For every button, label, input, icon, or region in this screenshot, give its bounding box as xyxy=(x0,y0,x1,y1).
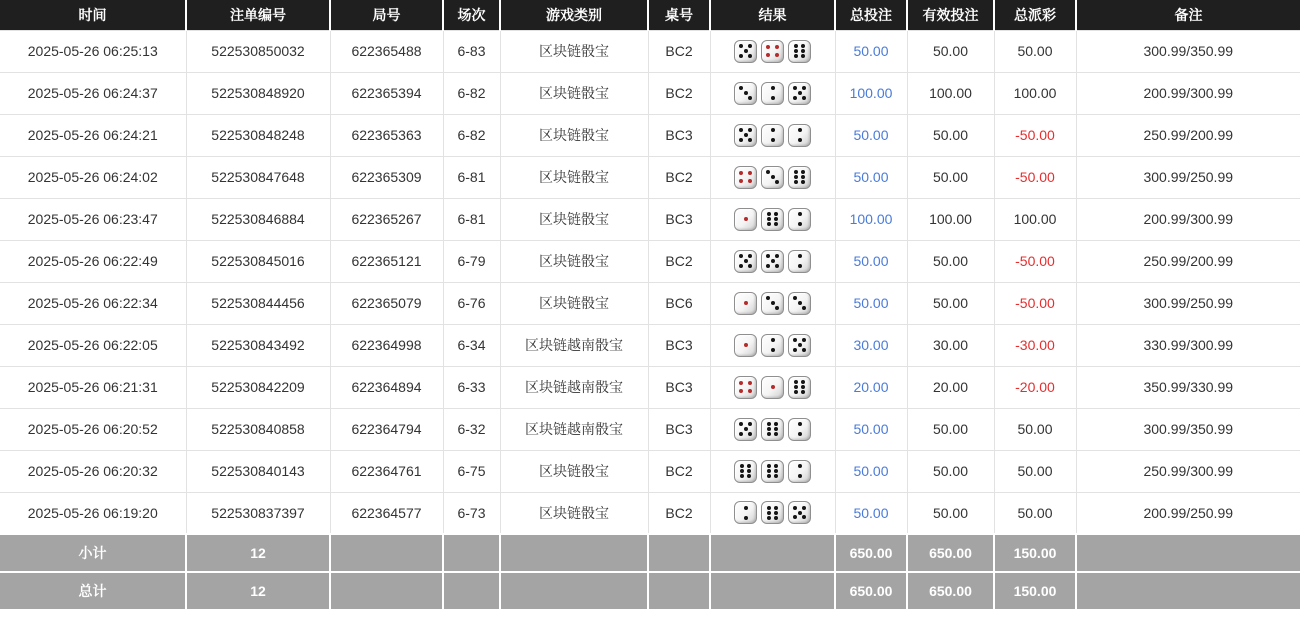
cell-remark: 300.99/250.99 xyxy=(1076,282,1300,324)
cell-total-payout: -50.00 xyxy=(994,282,1076,324)
cell-session: 6-75 xyxy=(443,450,500,492)
cell-total-payout: 100.00 xyxy=(994,198,1076,240)
die-2-icon xyxy=(761,82,784,105)
cell-session: 6-83 xyxy=(443,30,500,72)
cell-game: 区块链骰宝 xyxy=(500,198,648,240)
cell-game: 区块链骰宝 xyxy=(500,282,648,324)
cell-result xyxy=(710,114,835,156)
cell-result xyxy=(710,156,835,198)
cell-time: 2025-05-26 06:23:47 xyxy=(0,198,186,240)
cell-result xyxy=(710,366,835,408)
die-4-icon xyxy=(734,376,757,399)
cell-valid-bet: 50.00 xyxy=(907,492,994,534)
footer-session-empty xyxy=(443,534,500,572)
cell-table-no: BC2 xyxy=(648,240,710,282)
footer-label: 小计 xyxy=(0,534,186,572)
die-2-icon xyxy=(788,460,811,483)
cell-total-payout: 100.00 xyxy=(994,72,1076,114)
cell-bet-id: 522530848248 xyxy=(186,114,330,156)
cell-remark: 330.99/300.99 xyxy=(1076,324,1300,366)
die-3-icon xyxy=(788,292,811,315)
table-footer xyxy=(0,534,1300,610)
cell-total-payout: -50.00 xyxy=(994,240,1076,282)
die-2-icon xyxy=(788,418,811,441)
subtotal-row xyxy=(0,534,1300,572)
cell-round: 622365267 xyxy=(330,198,443,240)
cell-time: 2025-05-26 06:20:32 xyxy=(0,450,186,492)
grandtotal-row xyxy=(0,572,1300,610)
cell-game: 区块链骰宝 xyxy=(500,240,648,282)
col-header-round: 局号 xyxy=(330,0,443,30)
die-2-icon xyxy=(788,208,811,231)
cell-valid-bet: 50.00 xyxy=(907,240,994,282)
cell-result xyxy=(710,324,835,366)
die-6-icon xyxy=(734,460,757,483)
cell-total-bet: 50.00 xyxy=(835,408,907,450)
cell-round: 622365309 xyxy=(330,156,443,198)
footer-remark-empty xyxy=(1076,534,1300,572)
cell-time: 2025-05-26 06:22:05 xyxy=(0,324,186,366)
die-5-icon xyxy=(788,82,811,105)
cell-time: 2025-05-26 06:24:02 xyxy=(0,156,186,198)
cell-total-payout: -50.00 xyxy=(994,156,1076,198)
footer-valid-bet: 650.00 xyxy=(907,572,994,610)
cell-game: 区块链越南骰宝 xyxy=(500,366,648,408)
cell-total-payout: 50.00 xyxy=(994,30,1076,72)
cell-valid-bet: 50.00 xyxy=(907,156,994,198)
die-5-icon xyxy=(788,501,811,524)
die-6-icon xyxy=(761,418,784,441)
cell-session: 6-82 xyxy=(443,72,500,114)
footer-round-empty xyxy=(330,534,443,572)
cell-session: 6-81 xyxy=(443,156,500,198)
cell-valid-bet: 50.00 xyxy=(907,408,994,450)
cell-total-payout: 50.00 xyxy=(994,492,1076,534)
cell-remark: 200.99/300.99 xyxy=(1076,72,1300,114)
cell-table-no: BC2 xyxy=(648,72,710,114)
footer-session-empty xyxy=(443,572,500,610)
die-6-icon xyxy=(761,208,784,231)
cell-valid-bet: 50.00 xyxy=(907,450,994,492)
cell-table-no: BC2 xyxy=(648,156,710,198)
cell-time: 2025-05-26 06:24:37 xyxy=(0,72,186,114)
die-4-icon xyxy=(761,40,784,63)
cell-total-bet: 50.00 xyxy=(835,240,907,282)
col-header-game: 游戏类别 xyxy=(500,0,648,30)
die-3-icon xyxy=(761,166,784,189)
cell-remark: 200.99/300.99 xyxy=(1076,198,1300,240)
table-row xyxy=(0,450,1300,492)
table-header xyxy=(0,0,1300,30)
cell-remark: 300.99/350.99 xyxy=(1076,30,1300,72)
die-5-icon xyxy=(734,40,757,63)
cell-game: 区块链越南骰宝 xyxy=(500,408,648,450)
cell-table-no: BC2 xyxy=(648,450,710,492)
header-row xyxy=(0,0,1300,30)
cell-session: 6-34 xyxy=(443,324,500,366)
footer-table-no-empty xyxy=(648,572,710,610)
footer-result-empty xyxy=(710,572,835,610)
footer-table-no-empty xyxy=(648,534,710,572)
cell-round: 622365079 xyxy=(330,282,443,324)
cell-game: 区块链骰宝 xyxy=(500,114,648,156)
col-header-valid-bet: 有效投注 xyxy=(907,0,994,30)
cell-bet-id: 522530837397 xyxy=(186,492,330,534)
footer-total-payout: 150.00 xyxy=(994,534,1076,572)
cell-round: 622365394 xyxy=(330,72,443,114)
cell-result xyxy=(710,450,835,492)
cell-bet-id: 522530847648 xyxy=(186,156,330,198)
cell-round: 622364998 xyxy=(330,324,443,366)
col-header-table-no: 桌号 xyxy=(648,0,710,30)
cell-remark: 250.99/200.99 xyxy=(1076,114,1300,156)
die-3-icon xyxy=(761,292,784,315)
footer-total-bet: 650.00 xyxy=(835,534,907,572)
cell-total-payout: 50.00 xyxy=(994,450,1076,492)
cell-valid-bet: 50.00 xyxy=(907,30,994,72)
die-1-icon xyxy=(761,376,784,399)
cell-total-bet: 100.00 xyxy=(835,198,907,240)
cell-result xyxy=(710,408,835,450)
cell-bet-id: 522530845016 xyxy=(186,240,330,282)
cell-time: 2025-05-26 06:22:49 xyxy=(0,240,186,282)
col-header-total-payout: 总派彩 xyxy=(994,0,1076,30)
die-5-icon xyxy=(788,334,811,357)
cell-total-bet: 20.00 xyxy=(835,366,907,408)
cell-total-bet: 50.00 xyxy=(835,450,907,492)
cell-total-bet: 50.00 xyxy=(835,30,907,72)
cell-total-payout: 50.00 xyxy=(994,408,1076,450)
cell-bet-id: 522530842209 xyxy=(186,366,330,408)
cell-remark: 300.99/250.99 xyxy=(1076,156,1300,198)
cell-total-bet: 50.00 xyxy=(835,156,907,198)
table-row xyxy=(0,114,1300,156)
cell-total-bet: 50.00 xyxy=(835,114,907,156)
die-6-icon xyxy=(788,166,811,189)
cell-remark: 200.99/250.99 xyxy=(1076,492,1300,534)
cell-remark: 250.99/300.99 xyxy=(1076,450,1300,492)
cell-round: 622364794 xyxy=(330,408,443,450)
footer-label: 总计 xyxy=(0,572,186,610)
cell-game: 区块链骰宝 xyxy=(500,30,648,72)
cell-result xyxy=(710,492,835,534)
cell-total-payout: -50.00 xyxy=(994,114,1076,156)
cell-valid-bet: 100.00 xyxy=(907,198,994,240)
footer-game-empty xyxy=(500,534,648,572)
cell-result xyxy=(710,30,835,72)
cell-total-bet: 50.00 xyxy=(835,282,907,324)
footer-round-empty xyxy=(330,572,443,610)
cell-result xyxy=(710,72,835,114)
die-3-icon xyxy=(734,82,757,105)
cell-time: 2025-05-26 06:20:52 xyxy=(0,408,186,450)
cell-bet-id: 522530840143 xyxy=(186,450,330,492)
cell-total-bet: 30.00 xyxy=(835,324,907,366)
footer-remark-empty xyxy=(1076,572,1300,610)
cell-remark: 250.99/200.99 xyxy=(1076,240,1300,282)
cell-time: 2025-05-26 06:19:20 xyxy=(0,492,186,534)
cell-valid-bet: 50.00 xyxy=(907,114,994,156)
footer-game-empty xyxy=(500,572,648,610)
table-row xyxy=(0,240,1300,282)
cell-result xyxy=(710,198,835,240)
die-2-icon xyxy=(761,124,784,147)
table-row xyxy=(0,30,1300,72)
table-row xyxy=(0,324,1300,366)
cell-game: 区块链骰宝 xyxy=(500,450,648,492)
cell-session: 6-33 xyxy=(443,366,500,408)
cell-time: 2025-05-26 06:22:34 xyxy=(0,282,186,324)
die-5-icon xyxy=(734,250,757,273)
cell-round: 622365363 xyxy=(330,114,443,156)
die-4-icon xyxy=(734,166,757,189)
die-1-icon xyxy=(734,292,757,315)
footer-count: 12 xyxy=(186,534,330,572)
cell-table-no: BC2 xyxy=(648,492,710,534)
table-row xyxy=(0,366,1300,408)
col-header-bet-id: 注单编号 xyxy=(186,0,330,30)
die-2-icon xyxy=(788,250,811,273)
cell-session: 6-76 xyxy=(443,282,500,324)
footer-total-payout: 150.00 xyxy=(994,572,1076,610)
cell-remark: 350.99/330.99 xyxy=(1076,366,1300,408)
cell-table-no: BC3 xyxy=(648,366,710,408)
cell-time: 2025-05-26 06:25:13 xyxy=(0,30,186,72)
cell-bet-id: 522530846884 xyxy=(186,198,330,240)
cell-valid-bet: 50.00 xyxy=(907,282,994,324)
col-header-session: 场次 xyxy=(443,0,500,30)
cell-game: 区块链骰宝 xyxy=(500,492,648,534)
cell-valid-bet: 20.00 xyxy=(907,366,994,408)
footer-count: 12 xyxy=(186,572,330,610)
cell-table-no: BC3 xyxy=(648,114,710,156)
table-body xyxy=(0,30,1300,534)
footer-total-bet: 650.00 xyxy=(835,572,907,610)
cell-bet-id: 522530848920 xyxy=(186,72,330,114)
cell-time: 2025-05-26 06:24:21 xyxy=(0,114,186,156)
cell-table-no: BC3 xyxy=(648,198,710,240)
cell-bet-id: 522530843492 xyxy=(186,324,330,366)
cell-session: 6-81 xyxy=(443,198,500,240)
die-1-icon xyxy=(734,334,757,357)
cell-time: 2025-05-26 06:21:31 xyxy=(0,366,186,408)
cell-table-no: BC6 xyxy=(648,282,710,324)
cell-game: 区块链越南骰宝 xyxy=(500,324,648,366)
cell-round: 622365121 xyxy=(330,240,443,282)
col-header-result: 结果 xyxy=(710,0,835,30)
col-header-total-bet: 总投注 xyxy=(835,0,907,30)
cell-valid-bet: 100.00 xyxy=(907,72,994,114)
cell-result xyxy=(710,282,835,324)
cell-game: 区块链骰宝 xyxy=(500,156,648,198)
die-2-icon xyxy=(788,124,811,147)
col-header-time: 时间 xyxy=(0,0,186,30)
cell-session: 6-73 xyxy=(443,492,500,534)
cell-total-payout: -20.00 xyxy=(994,366,1076,408)
die-6-icon xyxy=(788,40,811,63)
table-row xyxy=(0,156,1300,198)
cell-table-no: BC3 xyxy=(648,408,710,450)
table-row xyxy=(0,408,1300,450)
cell-valid-bet: 30.00 xyxy=(907,324,994,366)
die-6-icon xyxy=(761,460,784,483)
die-6-icon xyxy=(761,501,784,524)
cell-game: 区块链骰宝 xyxy=(500,72,648,114)
cell-round: 622364761 xyxy=(330,450,443,492)
col-header-remark: 备注 xyxy=(1076,0,1300,30)
table-row xyxy=(0,492,1300,534)
cell-session: 6-79 xyxy=(443,240,500,282)
table-row xyxy=(0,198,1300,240)
cell-total-bet: 50.00 xyxy=(835,492,907,534)
cell-bet-id: 522530844456 xyxy=(186,282,330,324)
cell-table-no: BC2 xyxy=(648,30,710,72)
die-5-icon xyxy=(734,124,757,147)
cell-bet-id: 522530850032 xyxy=(186,30,330,72)
die-1-icon xyxy=(734,208,757,231)
table-row xyxy=(0,72,1300,114)
cell-round: 622364577 xyxy=(330,492,443,534)
footer-valid-bet: 650.00 xyxy=(907,534,994,572)
cell-total-bet: 100.00 xyxy=(835,72,907,114)
cell-table-no: BC3 xyxy=(648,324,710,366)
cell-session: 6-82 xyxy=(443,114,500,156)
cell-total-payout: -30.00 xyxy=(994,324,1076,366)
die-5-icon xyxy=(761,250,784,273)
cell-round: 622364894 xyxy=(330,366,443,408)
die-5-icon xyxy=(734,418,757,441)
cell-session: 6-32 xyxy=(443,408,500,450)
die-2-icon xyxy=(761,334,784,357)
cell-bet-id: 522530840858 xyxy=(186,408,330,450)
die-6-icon xyxy=(788,376,811,399)
cell-round: 622365488 xyxy=(330,30,443,72)
die-2-icon xyxy=(734,501,757,524)
cell-remark: 300.99/350.99 xyxy=(1076,408,1300,450)
cell-result xyxy=(710,240,835,282)
table-row xyxy=(0,282,1300,324)
footer-result-empty xyxy=(710,534,835,572)
